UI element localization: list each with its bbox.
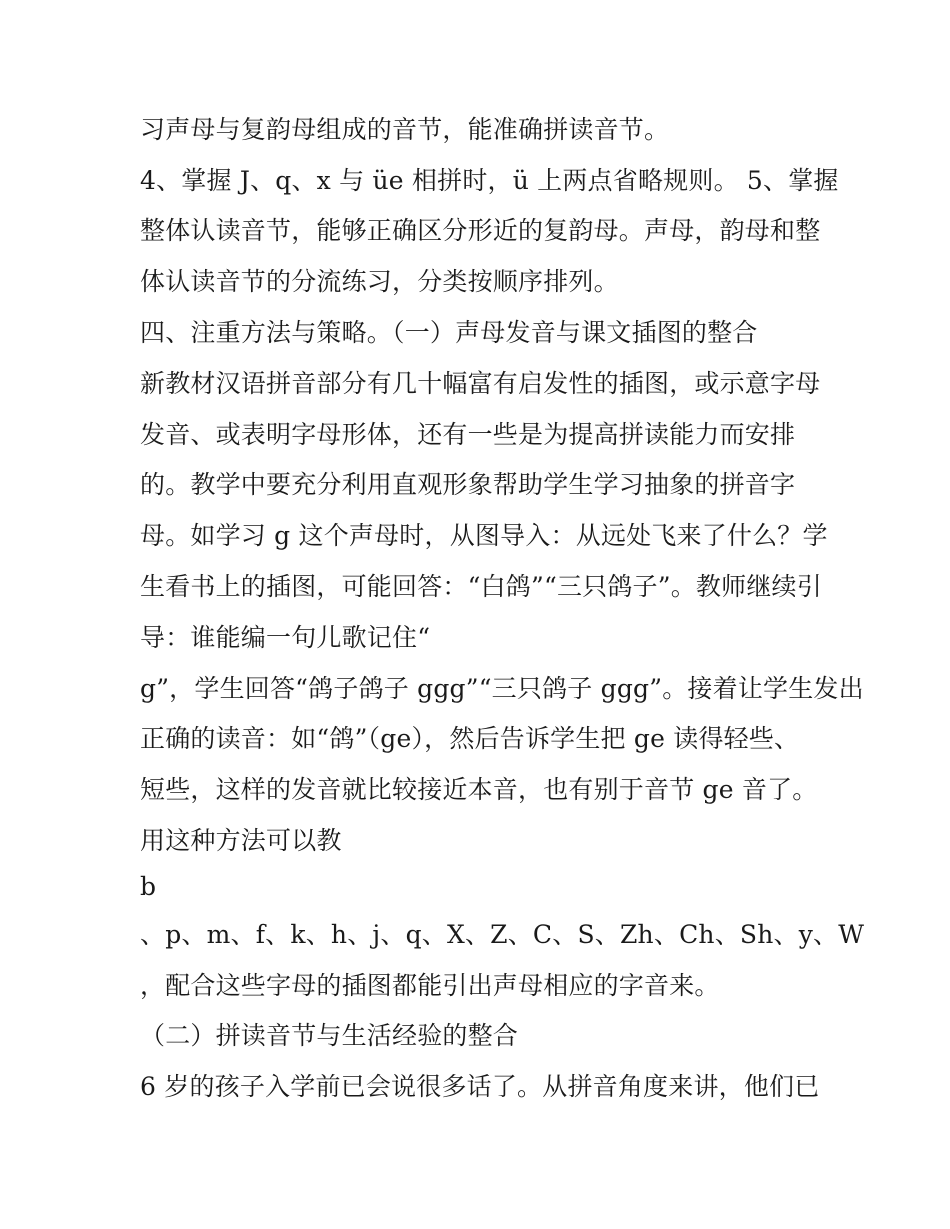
text-line: 正确的读音：如“鸽”（ge），然后告诉学生把 ge 读得轻些、 [140,724,800,753]
section-heading-line: 四、注重方法与策略。（一）声母发音与课文插图的整合 [140,318,758,347]
text-line: 导：谁能编一句儿歌记住“ [140,623,431,652]
text-line: 用这种方法可以教 [140,826,342,855]
text-line: 习声母与复韵母组成的音节，能准确拼读音节。 [140,115,670,144]
text-line: 整体认读音节，能够正确区分形近的复韵母。声母，韵母和整 [140,216,821,245]
text-line: 的。教学中要充分利用直观形象帮助学生学习抽象的拼音字 [140,470,796,499]
text-line: 6 岁的孩子入学前已会说很多话了。从拼音角度来讲，他们已 [140,1072,820,1101]
text-line: 4、掌握 J、q、x 与 üe 相拼时，ü 上两点省略规则。 5、掌握 [140,166,839,195]
text-line: ，配合这些字母的插图都能引出声母相应的字音来。 [140,971,720,1000]
text-line: g”，学生回答“鸽子鸽子 ggg”“三只鸽子 ggg”。接着让学生发出 [140,674,864,703]
text-line: 母。如学习 g 这个声母时，从图导入：从远处飞来了什么？学 [140,521,828,550]
text-line: b [140,872,157,901]
subsection-heading-line: （二）拼读音节与生活经验的整合 [140,1021,519,1050]
text-line: 体认读音节的分流练习，分类按顺序排列。 [140,267,619,296]
text-line: 短些，这样的发音就比较接近本音，也有别于音节 ge 音了。 [140,775,818,804]
text-line: 生看书上的插图，可能回答：“白鸽”“三只鸽子”。教师继续引 [140,572,822,601]
text-line: 发音、或表明字母形体，还有一些是为提高拼读能力而安排 [140,420,796,449]
text-line: 新教材汉语拼音部分有几十幅富有启发性的插图，或示意字母 [140,369,821,398]
text-line: 、p、m、f、k、h、j、q、X、Z、C、S、Zh、Ch、Sh、y、W [140,920,865,949]
